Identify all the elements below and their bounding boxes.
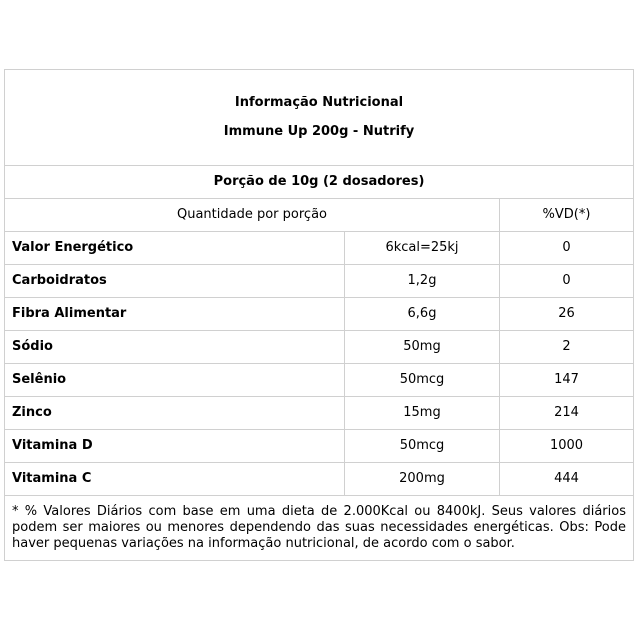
nutrient-name: Vitamina C bbox=[5, 463, 345, 496]
nutrient-vd: 0 bbox=[500, 265, 634, 298]
table-row bbox=[5, 463, 634, 496]
nutrient-amount: 50mcg bbox=[345, 364, 500, 397]
nutrient-amount: 6,6g bbox=[345, 298, 500, 331]
footnote-row bbox=[5, 496, 634, 561]
header-quantity: Quantidade por porção bbox=[5, 199, 500, 232]
nutrient-amount: 15mg bbox=[345, 397, 500, 430]
nutrient-vd: 214 bbox=[500, 397, 634, 430]
product-name: Immune Up 200g - Nutrify bbox=[223, 124, 415, 139]
nutrient-amount: 50mg bbox=[345, 331, 500, 364]
table-row bbox=[5, 331, 634, 364]
footnote: * % Valores Diários com base em uma dieta de 2.000Kcal ou 8400kJ. Seus valores diários podem ser maiores ou menores dependendo das suas necessidades energéticas. Obs: Pode haver pequenas variações na informação nutricional, de acordo com o sabor. bbox=[5, 496, 634, 561]
nutrient-name: Selênio bbox=[5, 364, 345, 397]
header-vd: %VD(*) bbox=[500, 199, 634, 232]
nutrient-name: Zinco bbox=[5, 397, 345, 430]
nutrient-name: Carboidratos bbox=[5, 265, 345, 298]
title-row bbox=[5, 70, 634, 166]
nutrition-table bbox=[4, 69, 634, 561]
nutrient-name: Vitamina D bbox=[5, 430, 345, 463]
nutrient-name: Fibra Alimentar bbox=[5, 298, 345, 331]
table-title: Informação Nutricional bbox=[234, 94, 404, 110]
table-row bbox=[5, 364, 634, 397]
table-row bbox=[5, 232, 634, 265]
column-header-row bbox=[5, 199, 634, 232]
nutrient-name: Valor Energético bbox=[5, 232, 345, 265]
nutrient-vd: 1000 bbox=[500, 430, 634, 463]
nutrient-name: Sódio bbox=[5, 331, 345, 364]
nutrient-vd: 444 bbox=[500, 463, 634, 496]
portion-row bbox=[5, 166, 634, 199]
table-row bbox=[5, 430, 634, 463]
nutrient-vd: 0 bbox=[500, 232, 634, 265]
nutrient-vd: 147 bbox=[500, 364, 634, 397]
table-row bbox=[5, 265, 634, 298]
table-row bbox=[5, 397, 634, 430]
nutrient-amount: 200mg bbox=[345, 463, 500, 496]
nutrient-amount: 6kcal=25kj bbox=[345, 232, 500, 265]
portion-size: Porção de 10g (2 dosadores) bbox=[5, 166, 634, 199]
nutrient-vd: 2 bbox=[500, 331, 634, 364]
nutrient-amount: 50mcg bbox=[345, 430, 500, 463]
nutrient-vd: 26 bbox=[500, 298, 634, 331]
title-cell bbox=[5, 70, 634, 166]
table-row bbox=[5, 298, 634, 331]
nutrient-amount: 1,2g bbox=[345, 265, 500, 298]
